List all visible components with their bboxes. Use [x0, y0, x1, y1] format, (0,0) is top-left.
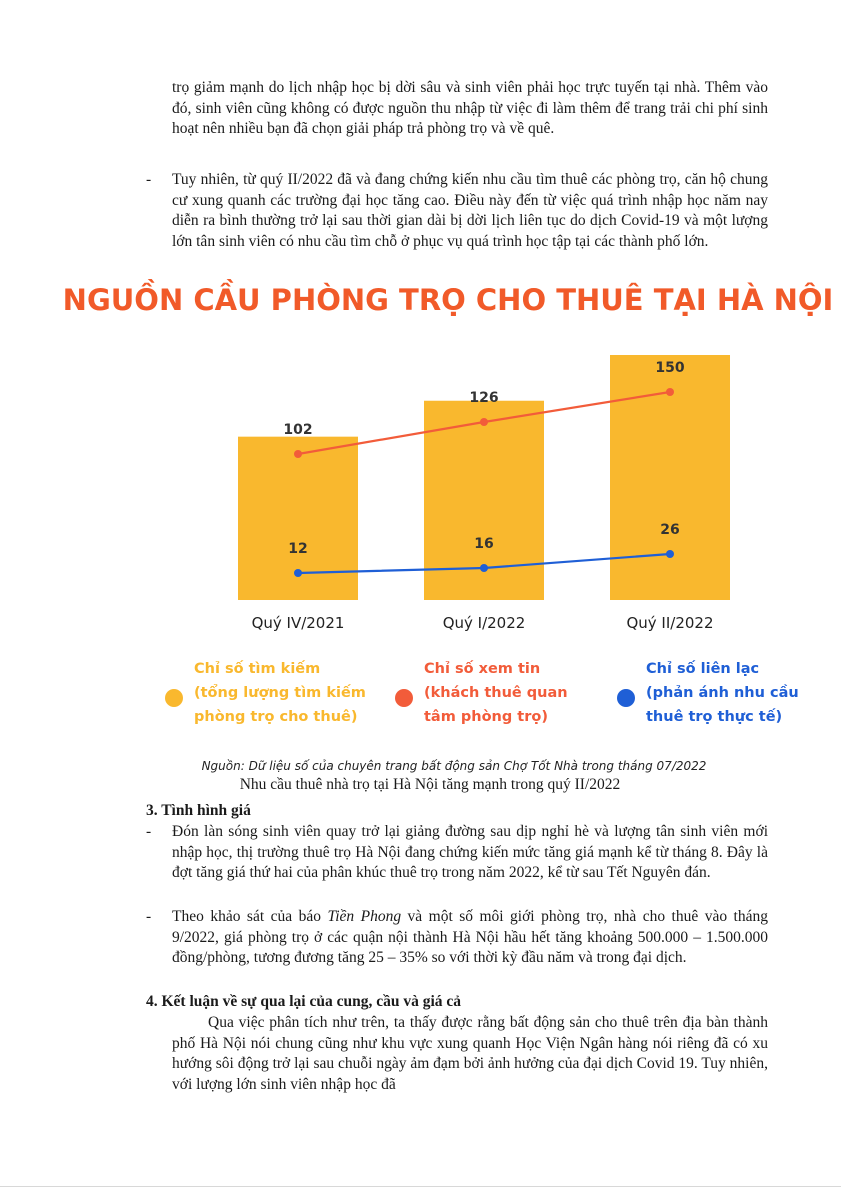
- legend-marker-1: [165, 689, 183, 707]
- paragraph-intro: trọ giảm mạnh do lịch nhập học bị dời sâu và sinh viên phải học trực tuyến tại nhà. Thêm vào đó, sinh viên cũng không có được nguồn thu nhập từ việc đi làm thêm để trang trải chi phí sinh hoạt nên nhiều bạn đã chọn giải pháp trả phòng trọ và về quê.: [172, 79, 768, 137]
- x-tick-label: Quý II/2022: [626, 614, 714, 632]
- x-tick-label: Quý I/2022: [442, 614, 526, 632]
- legend-text: tâm phòng trọ): [424, 709, 548, 725]
- data-label: 16: [474, 536, 494, 552]
- figure-caption: Nhu cầu thuê nhà trọ tại Hà Nội tăng mạnh trong quý II/2022: [239, 776, 621, 793]
- legend-text: (khách thuê quan: [424, 685, 568, 701]
- data-label: 26: [660, 522, 680, 538]
- legend-text: Chỉ số liên lạc: [646, 661, 760, 677]
- bullet-dash: -: [146, 908, 152, 925]
- data-label: 150: [655, 360, 685, 376]
- chart-title: NGUỒN CẦU PHÒNG TRỌ CHO THUÊ TẠI HÀ NỘI: [62, 283, 834, 317]
- legend-text: (phản ánh nhu cầu: [646, 685, 799, 701]
- series-point-1-1: [294, 450, 302, 458]
- bullet-dash: -: [146, 823, 152, 840]
- legend-marker-3: [617, 689, 635, 707]
- x-axis-labels: [252, 614, 714, 632]
- survey-text-end: và một số môi giới phòng trọ, nhà cho thuê vào tháng 9/2022, giá phòng trọ ở các quận nội thành Hà Nội hầu hết tăng khoảng 500.000 – 1.500.000 đồng/phòng, tương đương tăng 25 – 35% so với thời kỳ đầu năm và trong đại dịch.: [172, 908, 768, 966]
- legend-text: Chỉ số tìm kiếm: [194, 661, 321, 677]
- series-point-2-1: [294, 569, 302, 577]
- legend-text: Chỉ số xem tin: [424, 661, 541, 677]
- legend-text: thuê trọ thực tế): [646, 709, 783, 725]
- page-bottom-rule: [0, 1186, 841, 1187]
- series-point-1-3: [666, 388, 674, 396]
- bullet-dash: -: [146, 171, 152, 188]
- newspaper-name: Tiền Phong: [327, 908, 402, 925]
- survey-text-start: Theo khảo sát của báo: [172, 908, 328, 925]
- bullet-paragraph-survey: [172, 907, 768, 969]
- legend-text: phòng trọ cho thuê): [194, 709, 358, 725]
- heading-conclusion: 4. Kết luận về sự qua lại của cung, cầu và giá cả: [146, 993, 462, 1010]
- data-label: 102: [283, 422, 313, 438]
- legend-marker-2: [395, 689, 413, 707]
- paragraph-conclusion: Qua việc phân tích như trên, ta thấy được rằng bất động sản cho thuê trên địa bàn thành phố Hà Nội nói chung cũng như khu vực xung quanh Học Viện Ngân hàng nói riêng đã có xu hướng sôi động trở lại sau chuỗi ngày ảm đạm bởi ảnh hưởng của đại dịch Covid 19. Tuy nhiên, với lượng lớn sinh viên nhập học đã: [172, 1014, 768, 1093]
- demand-chart: [62, 270, 834, 775]
- heading-price-situation: 3. Tình hình giá: [146, 802, 251, 819]
- legend-text: (tổng lượng tìm kiếm: [194, 685, 366, 701]
- data-label: 126: [469, 390, 499, 406]
- x-tick-label: Quý IV/2021: [251, 614, 345, 632]
- legend: [165, 660, 799, 725]
- chart-source: Nguồn: Dữ liệu số của chuyên trang bất động sản Chợ Tốt Nhà trong tháng 07/2022: [201, 759, 707, 773]
- series-point-1-2: [480, 418, 488, 426]
- bullet-paragraph-price-rise: Đón làn sóng sinh viên quay trở lại giảng đường sau dịp nghỉ hè và lượng tân sinh viên mới nhập học, thị trường thuê trọ Hà Nội đang chứng kiến mức tăng giá mạnh kể từ tháng 8. Đây là đợt tăng giá thứ hai của phân khúc thuê trọ trong năm 2022, kể từ sau Tết Nguyên đán.: [172, 823, 768, 881]
- series-point-2-3: [666, 550, 674, 558]
- bullet-paragraph-demand: Tuy nhiên, từ quý II/2022 đã và đang chứng kiến nhu cầu tìm thuê các phòng trọ, căn hộ chung cư xung quanh các trường đại học tăng cao. Điều này đến từ việc quá trình nhập học năm nay diễn ra bình thường trở lại sau thời gian dài bị dời lịch liên tục do dịch Covid-19 và một lượng lớn tân sinh viên có nhu cầu tìm chỗ ở phục vụ quá trình học tập tại các thành phố lớn.: [172, 171, 768, 250]
- data-label: 12: [288, 541, 308, 557]
- series-point-2-2: [480, 564, 488, 572]
